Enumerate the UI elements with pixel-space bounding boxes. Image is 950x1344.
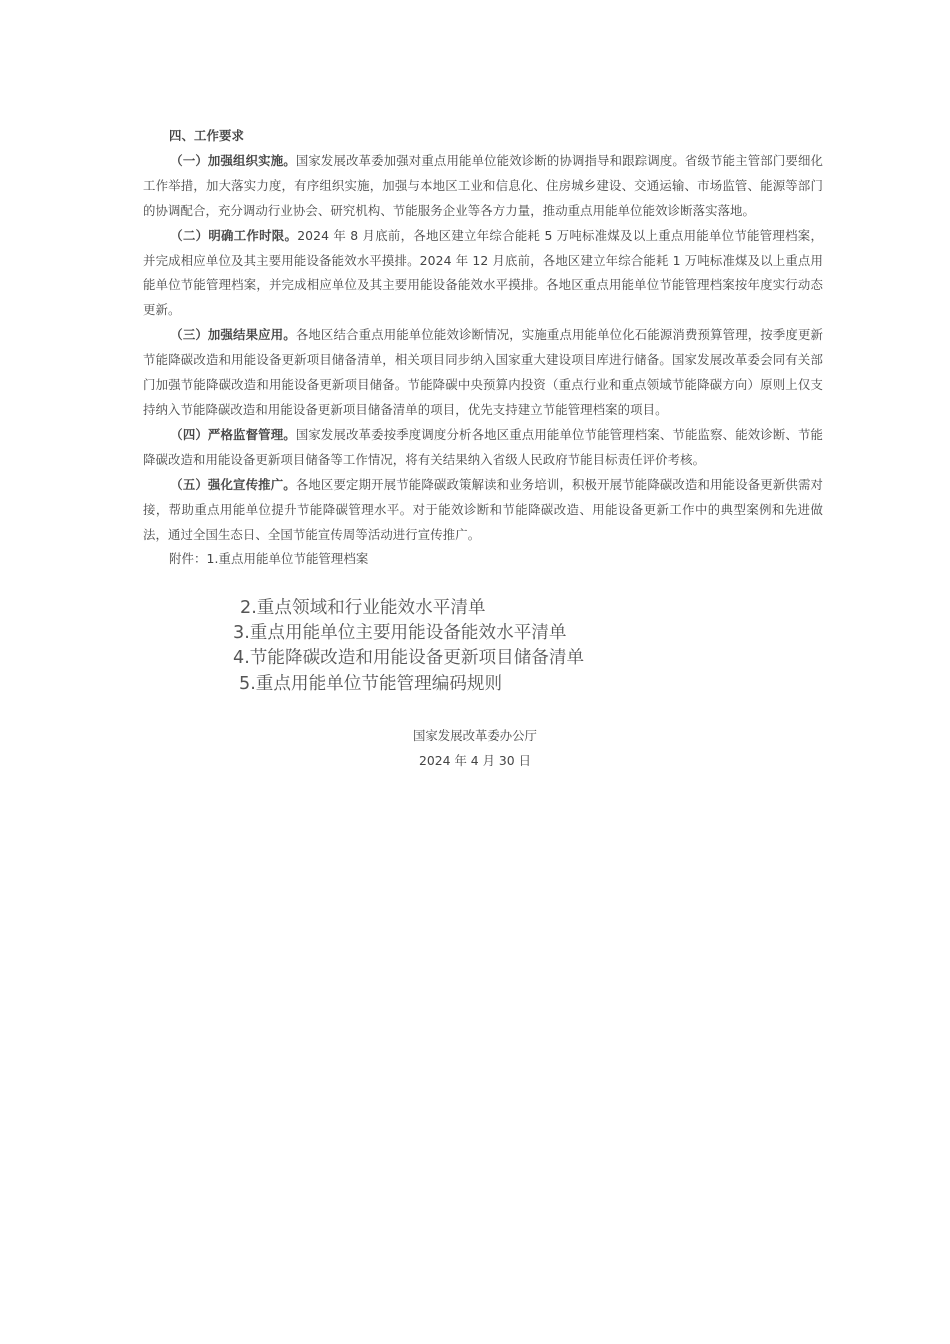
paragraph-lead: （一）加强组织实施。 xyxy=(170,152,296,168)
paragraph-deadline xyxy=(143,224,823,324)
attachment-item-3: 3.重点用能单位主要用能设备能效水平清单 xyxy=(233,623,567,644)
attachment-list xyxy=(0,596,950,697)
paragraph-lead: （五）强化宣传推广。 xyxy=(170,476,296,492)
section-title: 四、工作要求 xyxy=(169,128,244,143)
attachment-first xyxy=(143,547,823,572)
paragraph-text: 国家发展改革委按季度调度分析各地区重点用能单位节能管理档案、节能监察、能效诊断、节能降碳改造和用能设备更新项目储备等工作情况，将有关结果纳入省级人民政府节能目标责任评价考核。 xyxy=(143,426,824,467)
paragraph-text: 2024 年 8 月底前，各地区建立年综合能耗 5 万吨标准煤及以上重点用能单位节能管理档案，并完成相应单位及其主要用能设备能效水平摸排。2024 年 12 月底前，各地区建立年综合能耗 1 万吨标准煤及以上重点用能单位节能管理档案，并完成相应单位及其主要用能设备能效水平摸排。各地区重点用能单位节能管理档案按年度实行动态更新。 xyxy=(143,227,823,318)
paragraph-text: 各地区要定期开展节能降碳政策解读和业务培训，积极开展节能降碳改造和用能设备更新供需对接，帮助重点用能单位提升节能降碳管理水平。对于能效诊断和节能降碳改造、用能设备更新工作中的典型案例和先进做法，通过全国生态日、全国节能宣传周等活动进行宣传推广。 xyxy=(143,476,824,542)
attachment-item-2: 2.重点领域和行业能效水平清单 xyxy=(240,598,486,618)
paragraph-results xyxy=(143,323,823,423)
issue-date: 2024 年 4 月 30 日 xyxy=(418,753,532,768)
paragraph-text: 各地区结合重点用能单位能效诊断情况，实施重点用能单位化石能源消费预算管理，按季度更新节能降碳改造和用能设备更新项目储备清单，相关项目同步纳入国家重大建设项目库进行储备。国家发展改革委会同有关部门加强节能降碳改造和用能设备更新项目储备。节能降碳中央预算内投资（重点行业和重点领域节能降碳方向）原则上仅支持纳入节能降碳改造和用能设备更新项目储备清单的项目，优先支持建立节能管理档案的项目。 xyxy=(143,327,824,417)
document-body xyxy=(143,124,823,572)
attachment-item-1: 1.重点用能单位节能管理档案 xyxy=(206,551,369,567)
attachment-item-5: 5.重点用能单位节能管理编码规则 xyxy=(239,673,503,694)
paragraph-text: 国家发展改革委加强对重点用能单位能效诊断的协调指导和跟踪调度。省级节能主管部门要细化工作举措，加大落实力度，有序组织实施，加强与本地区工业和信息化、住房城乡建设、交通运输、市场监管、能源等部门的协调配合，充分调动行业协会、研究机构、节能服务企业等各方力量，推动重点用能单位能效诊断落实落地。 xyxy=(143,152,824,218)
paragraph-promotion xyxy=(143,473,823,548)
paragraph-lead: （二）明确工作时限。 xyxy=(170,227,298,243)
attachment-item-4: 4.节能降碳改造和用能设备更新项目储备清单 xyxy=(233,648,585,669)
attachment-label: 附件： xyxy=(169,551,207,567)
issuing-organization: 国家发展改革委办公厅 xyxy=(413,728,537,743)
paragraph-organize xyxy=(143,149,823,224)
signature-block xyxy=(0,723,950,773)
paragraph-lead: （四）严格监督管理。 xyxy=(170,426,296,442)
paragraph-lead: （三）加强结果应用。 xyxy=(170,327,296,343)
paragraph-supervision xyxy=(143,423,823,473)
